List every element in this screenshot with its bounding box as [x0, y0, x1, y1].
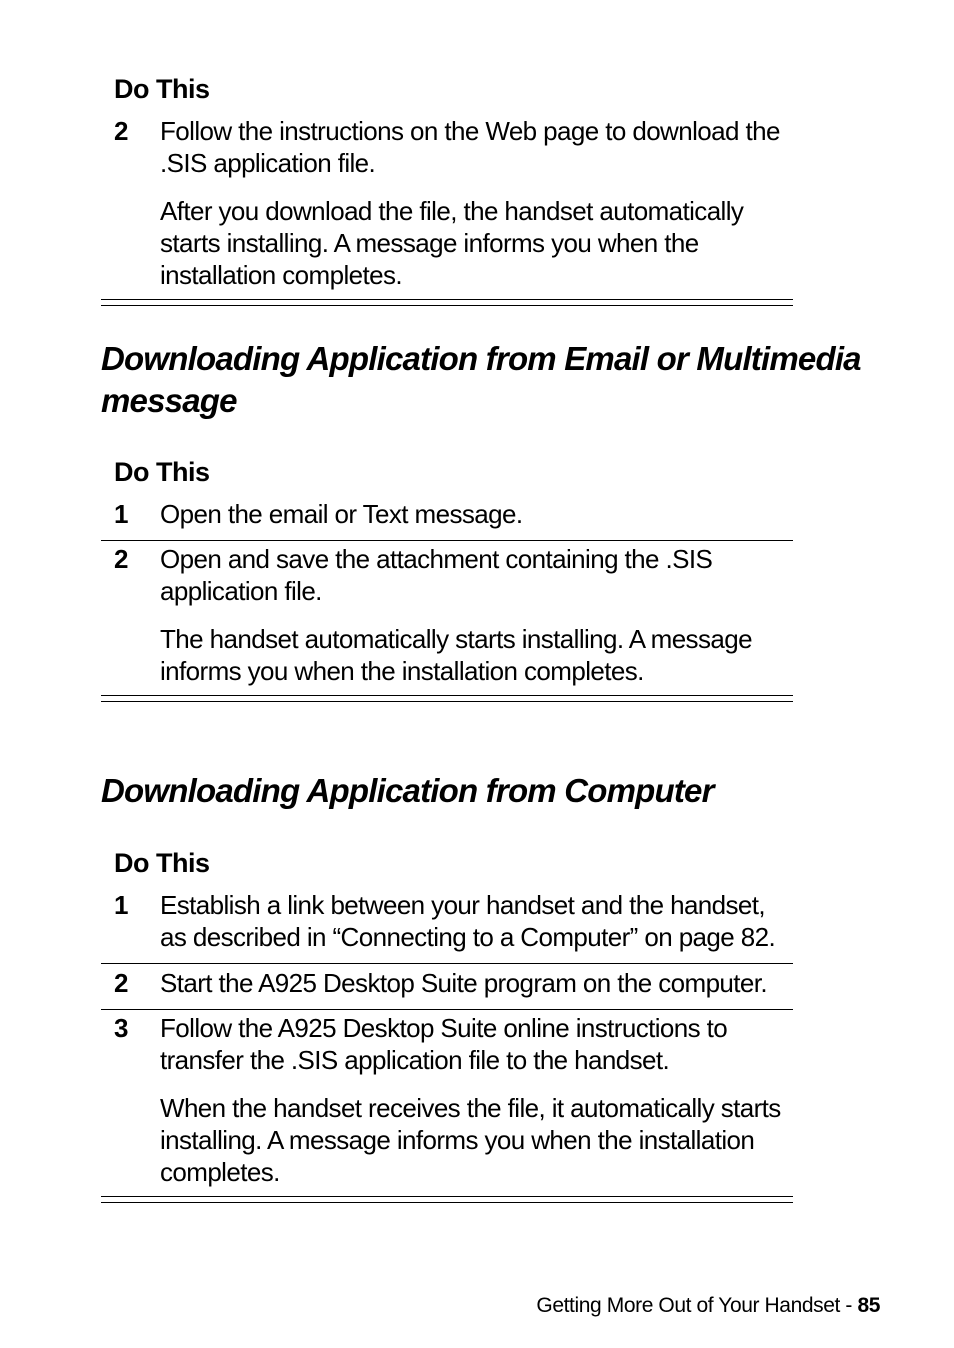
- table-header: Do This: [114, 74, 210, 104]
- table-row: [101, 1012, 793, 1188]
- step-paragraph: Establish a link between your handset and the handset, as described in “Connecting to a Computer” on page 82.: [160, 890, 776, 952]
- table-end-rule: [101, 299, 793, 306]
- table-header: Do This: [114, 457, 210, 487]
- instruction-table-computer: [101, 847, 793, 1203]
- step-number: 2: [114, 544, 128, 574]
- step-text: [160, 1012, 793, 1188]
- step-paragraph: Start the A925 Desktop Suite program on the computer.: [160, 968, 768, 998]
- step-number: 1: [114, 499, 128, 529]
- table-row: [101, 543, 793, 687]
- section-heading-computer: Downloading Application from Computer: [101, 772, 714, 809]
- row-divider: [101, 1009, 793, 1010]
- table-row: [101, 498, 793, 530]
- table-row: [101, 967, 793, 999]
- step-text: [160, 498, 793, 530]
- table-row: [101, 115, 793, 291]
- step-number: 1: [114, 890, 128, 920]
- table-end-rule: [101, 1196, 793, 1203]
- step-paragraph: After you download the file, the handset automatically starts installing. A message informs you when the installation completes.: [160, 196, 744, 290]
- step-paragraph: Open the email or Text message.: [160, 499, 523, 529]
- footer-title: Getting More Out of Your Handset -: [536, 1294, 858, 1317]
- step-paragraph: When the handset receives the file, it automatically starts installing. A message informs you when the installation completes.: [160, 1093, 781, 1187]
- row-divider: [101, 540, 793, 541]
- step-text: [160, 889, 793, 953]
- page-footer: [536, 1292, 880, 1320]
- step-number: 2: [114, 116, 128, 146]
- step-paragraph: The handset automatically starts installing. A message informs you when the installation completes.: [160, 624, 752, 686]
- step-text: [160, 543, 793, 687]
- table-row: [101, 889, 793, 953]
- table-end-rule: [101, 695, 793, 702]
- row-divider: [101, 963, 793, 964]
- step-text: [160, 115, 793, 291]
- step-paragraph: Follow the A925 Desktop Suite online instructions to transfer the .SIS application file to the handset.: [160, 1013, 728, 1075]
- step-number: 3: [114, 1013, 128, 1043]
- step-text: [160, 967, 793, 999]
- step-paragraph: Open and save the attachment containing the .SIS application file.: [160, 544, 713, 606]
- step-number: 2: [114, 968, 128, 998]
- instruction-table-email: [101, 456, 793, 702]
- instruction-table-web: [101, 73, 793, 306]
- step-paragraph: Follow the instructions on the Web page to download the .SIS application file.: [160, 116, 780, 178]
- page-number: 85: [857, 1294, 880, 1317]
- table-header: Do This: [114, 848, 210, 878]
- section-heading-email: Downloading Application from Email or Multimedia message: [101, 340, 861, 419]
